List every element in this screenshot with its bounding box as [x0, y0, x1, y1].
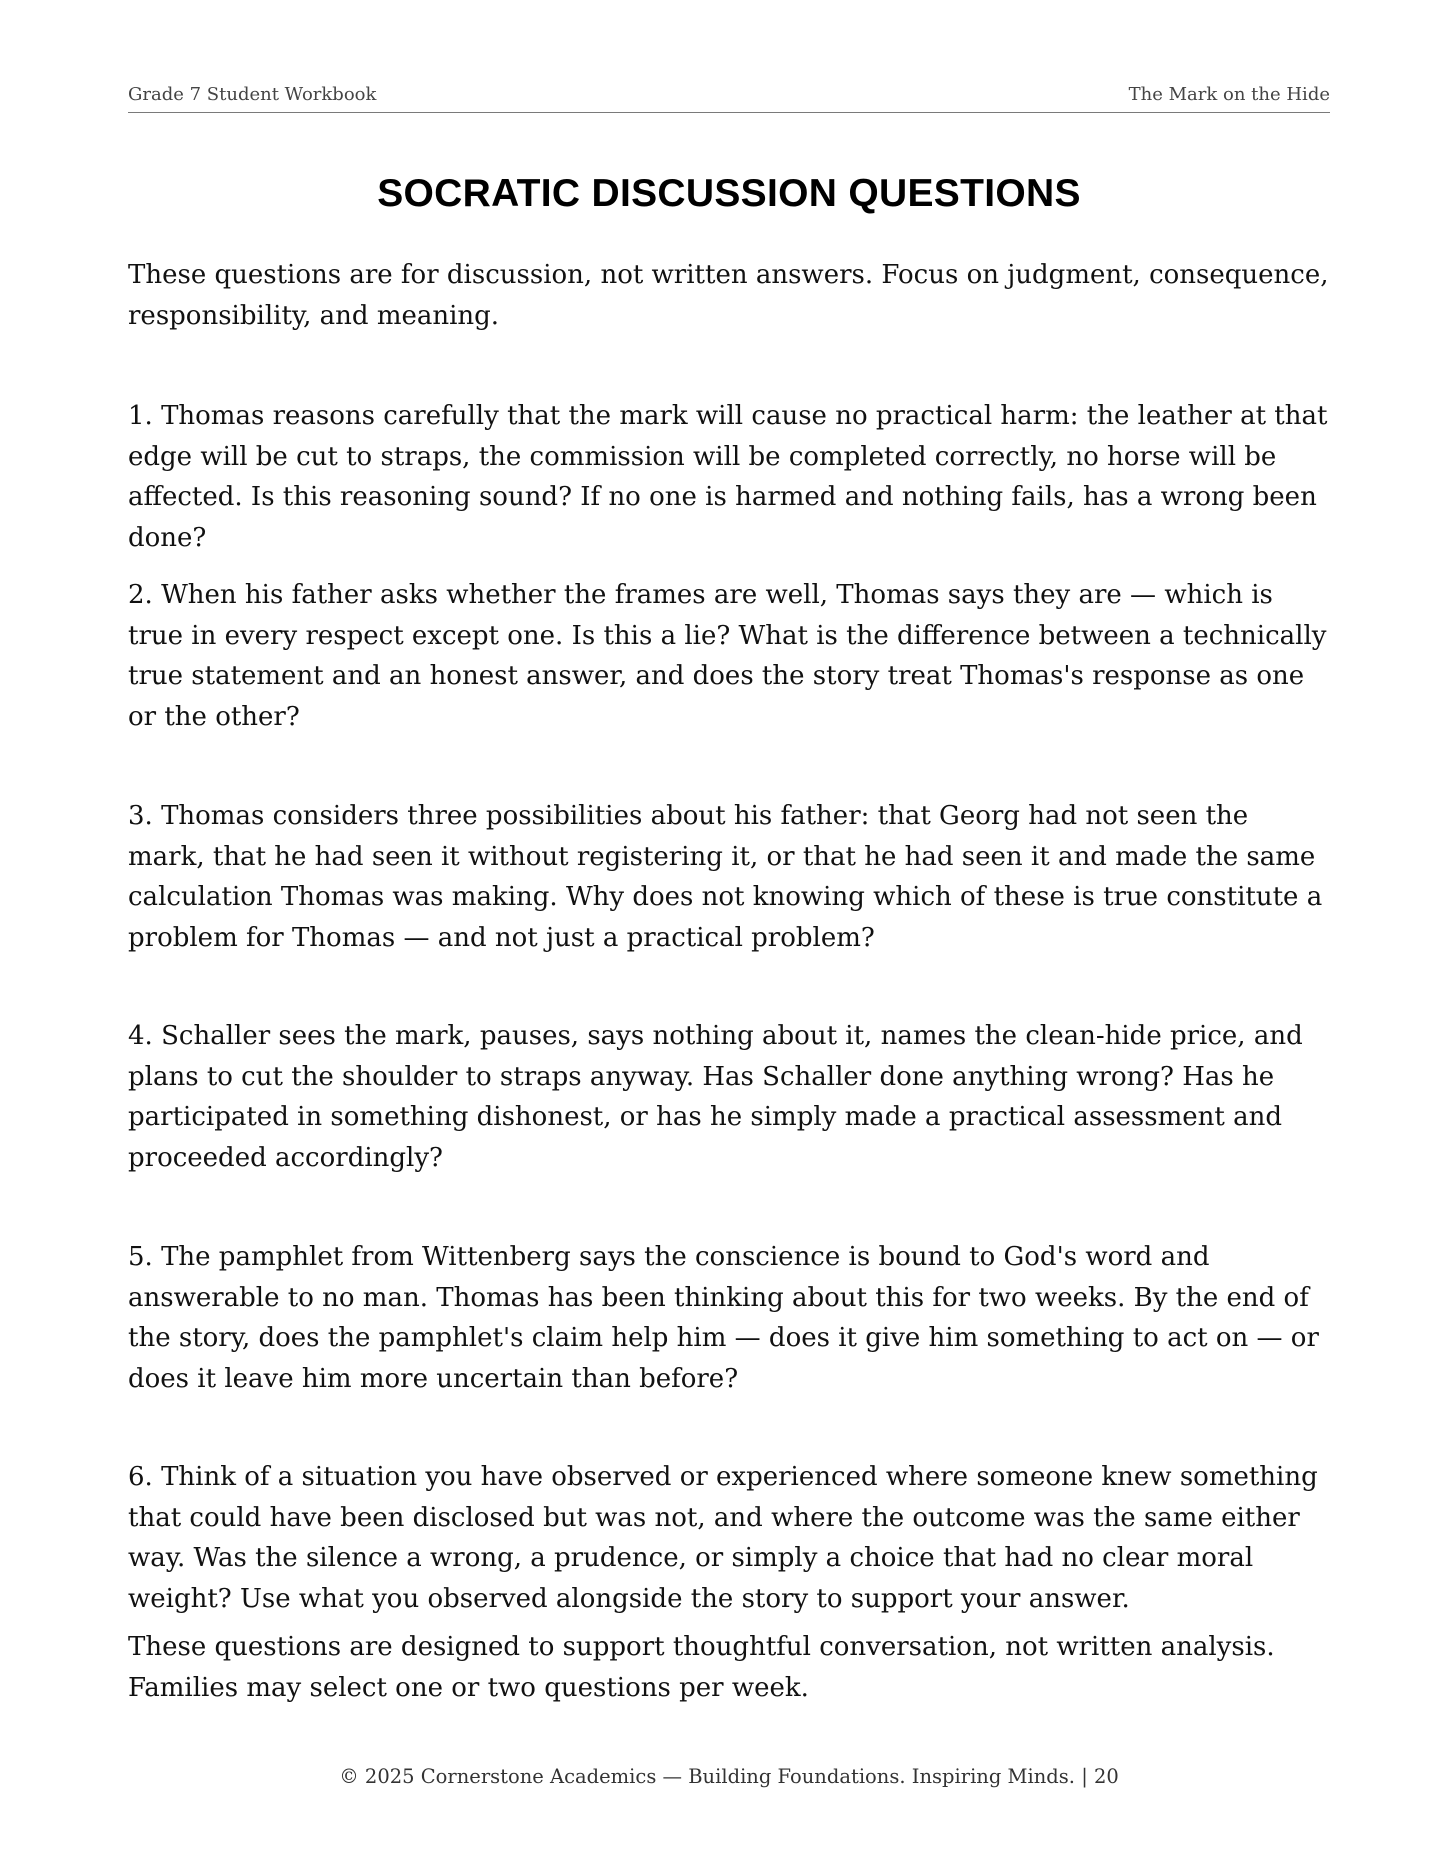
question-4: 4. Schaller sees the mark, pauses, says nothing about it, names the clean-hide price, and plans to cut the shoulder to straps anyway. Has Schaller done anything wrong? Has he participated in something dishonest, or has he simply made a practical assessment and proceeded accordingly? [128, 1021, 1303, 1173]
closing-note: These questions are designed to support thoughtful conversation, not written analysis. Families may select one or two questions per week. [128, 1632, 1275, 1703]
header-story-title: The Mark on the Hide [1128, 84, 1330, 105]
question-2: 2. When his father asks whether the frames are well, Thomas says they are — which is true in every respect except one. Is this a lie? What is the difference between a technically true statement and an honest answer, and does the story treat Thomas's response as one or the other? [128, 580, 1327, 732]
workbook-page [128, 0, 1330, 1870]
question-5: 5. The pamphlet from Wittenberg says the conscience is bound to God's word and answerable to no man. Thomas has been thinking about this for two weeks. By the end of the story, does the pamphlet's claim help him — does it give him something to act on — or does it leave him more uncertain than before? [128, 1242, 1319, 1394]
running-header [128, 84, 1330, 113]
header-workbook-title: Grade 7 Student Workbook [128, 84, 377, 105]
page-title: SOCRATIC DISCUSSION QUESTIONS [377, 172, 1081, 215]
question-3: 3. Thomas considers three possibilities about his father: that Georg had not seen the mark, that he had seen it without registering it, or that he had seen it and made the same calculation Thomas was making. Why does not knowing which of these is true constitute a problem for Thomas — and not just a practical problem? [128, 801, 1323, 953]
page-footer: © 2025 Cornerstone Academics — Building Foundations. Inspiring Minds. | 20 [339, 1765, 1119, 1788]
question-6: 6. Think of a situation you have observed or experienced where someone knew something that could have been disclosed but was not, and where the outcome was the same either way. Was the silence a wrong, a prudence, or simply a choice that had no clear moral weight? Use what you observed alongside the story to support your answer. [128, 1462, 1318, 1614]
intro-paragraph: These questions are for discussion, not written answers. Focus on judgment, consequence, responsibility, and meaning. [128, 260, 1329, 331]
question-1: 1. Thomas reasons carefully that the mark will cause no practical harm: the leather at that edge will be cut to straps, the commission will be completed correctly, no horse will be affected. Is this reasoning sound? If no one is harmed and nothing fails, has a wrong been done? [128, 401, 1328, 553]
